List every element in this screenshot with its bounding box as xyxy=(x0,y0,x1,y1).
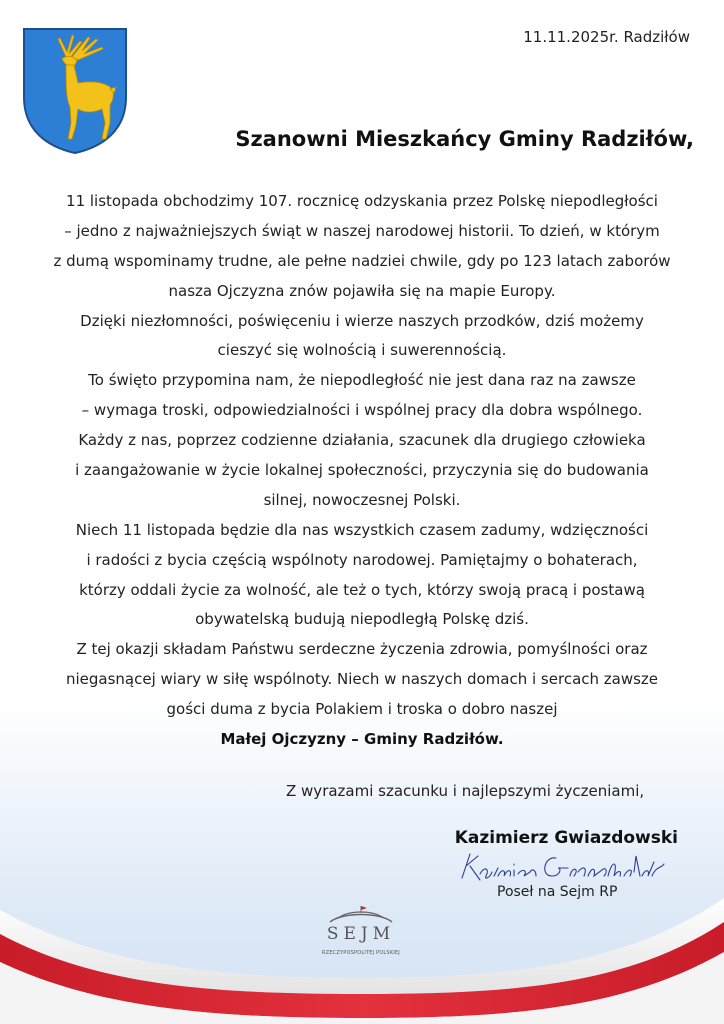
letter-line: Dzięki niezłomności, poświęceniu i wierze naszych przodków, dziś możemy xyxy=(80,311,644,330)
letter-line: obywatelską budują niepodległą Polskę dziś. xyxy=(195,610,529,629)
letter-line: 11 listopada obchodzimy 107. rocznicę odzyskania przez Polskę niepodległości xyxy=(66,192,658,210)
sejm-logo-subtext: RZECZYPOSPOLITEJ POLSKIEJ xyxy=(322,950,400,956)
letter-line: gości duma z bycia Polakiem i troska o dobro naszej xyxy=(166,700,558,719)
letter-line: silnej, nowoczesnej Polski. xyxy=(263,490,461,509)
letter-line: Niech 11 listopada będzie dla nas wszystkich czasem zadumy, wdzięczności xyxy=(75,520,649,539)
letter-line: niegasnącej wiary w siłę wspólnoty. Niech w naszych domach i sercach zawsze xyxy=(65,670,659,689)
sejm-logo xyxy=(318,904,404,970)
letter-line: Każdy z nas, poprzez codzienne działania, szacunek dla drugiego człowieka xyxy=(78,431,646,450)
letter-line: z dumą wspominamy trudne, ale pełne nadziei chwile, gdy po 123 latach zaborów xyxy=(53,251,671,270)
letter-line: – wymaga troski, odpowiedzialności i wspólnej pracy dla dobra wspólnego. xyxy=(81,401,643,420)
letter-line: cieszyć się wolnością i suwerennością. xyxy=(217,341,507,360)
closing-text: Z wyrazami szacunku i najlepszymi życzeniami, xyxy=(286,782,645,800)
letter-greeting: Szanowni Mieszkańcy Gminy Radziłów, xyxy=(235,127,694,151)
letter-line: – jedno z najważniejszych świąt w naszej narodowej historii. To dzień, w którym xyxy=(64,221,660,240)
letter-line: Z tej okazji składam Państwu serdeczne życzenia zdrowia, pomyślności oraz xyxy=(76,640,648,659)
letter-body xyxy=(20,187,704,755)
letter-line: To święto przypomina nam, że niepodległość nie jest dana raz na zawsze xyxy=(88,371,636,390)
letter-emphasis-line: Małej Ojczyzny – Gminy Radziłów. xyxy=(220,730,504,749)
sejm-logo-text: SEJM xyxy=(326,924,396,944)
signer-role: Poseł na Sejm RP xyxy=(497,884,618,900)
letter-line: i radości z bycia częścią wspólnoty narodowej. Pamiętajmy o bohaterach, xyxy=(86,550,638,569)
sejm-dome-icon xyxy=(318,904,404,926)
signer-name: Kazimierz Gwiazdowski xyxy=(454,828,678,848)
letter-date: 11.11.2025r. Radziłów xyxy=(523,28,690,46)
letter-line: którzy oddali życie za wolność, ale też o tych, którzy swoją pracą i postawą xyxy=(79,580,645,599)
letter-line: nasza Ojczyzna znów pojawiła się na mapie Europy. xyxy=(168,281,556,300)
letter-line: i zaangażowanie w życie lokalnej społeczności, przyczynia się do budowania xyxy=(75,461,649,480)
